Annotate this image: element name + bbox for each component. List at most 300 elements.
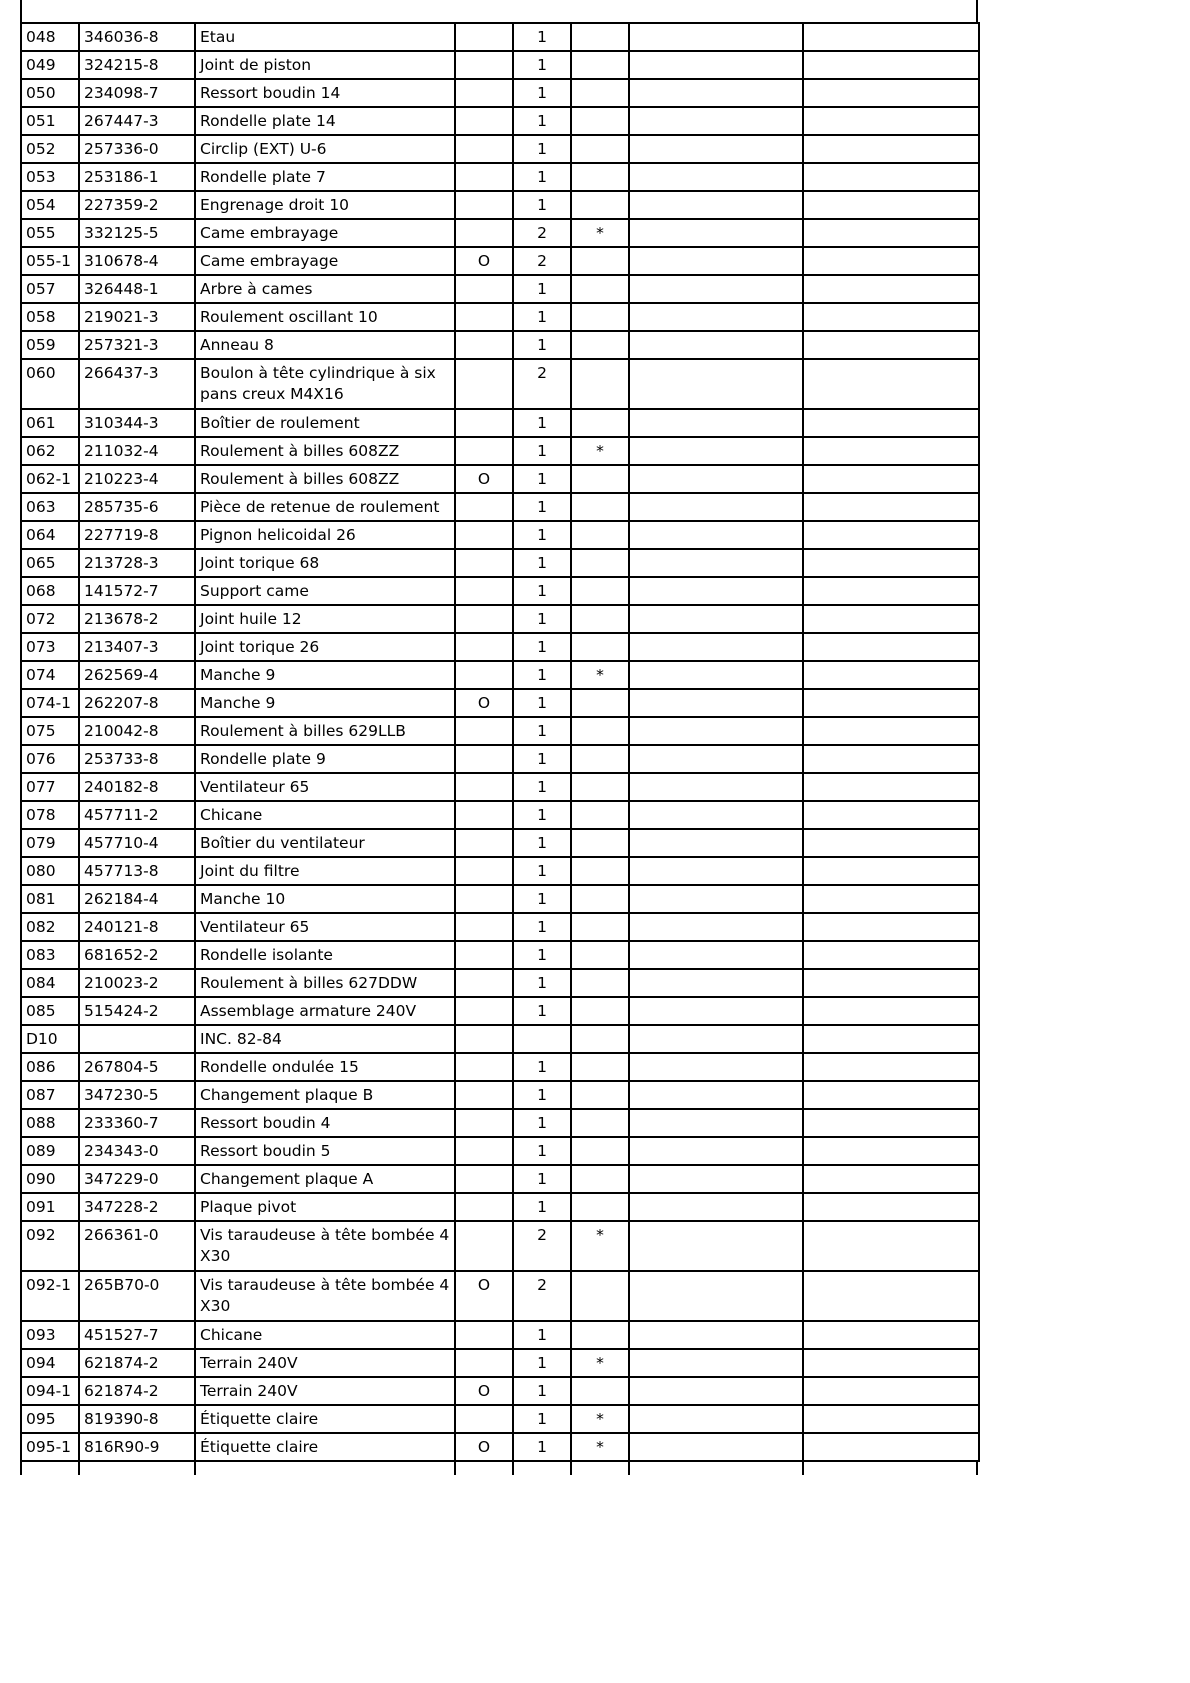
table-row — [21, 1053, 979, 1081]
cell-quantity: 1 — [513, 885, 571, 913]
cell-remark — [803, 661, 979, 689]
cell-part-number: 819390-8 — [79, 1405, 195, 1433]
cell-description: Joint torique 68 — [195, 549, 455, 577]
cell-description: Roulement à billes 627DDW — [195, 969, 455, 997]
cell-option — [455, 773, 513, 801]
cell-item-number: 063 — [21, 493, 79, 521]
cell-quantity: 1 — [513, 745, 571, 773]
cell-description: Anneau 8 — [195, 331, 455, 359]
cell-option — [455, 437, 513, 465]
cell-mark — [571, 1321, 629, 1349]
cell-quantity: 1 — [513, 661, 571, 689]
cell-item-number: 090 — [21, 1165, 79, 1193]
cell-item-number: 050 — [21, 79, 79, 107]
cell-part-number: 253186-1 — [79, 163, 195, 191]
cell-remark — [803, 359, 979, 409]
cell-option — [455, 1081, 513, 1109]
cell-description: Engrenage droit 10 — [195, 191, 455, 219]
cell-quantity: 2 — [513, 1271, 571, 1321]
cell-description: Joint torique 26 — [195, 633, 455, 661]
cell-option — [455, 605, 513, 633]
cell-option — [455, 1321, 513, 1349]
cell-option — [455, 885, 513, 913]
cell-option — [455, 219, 513, 247]
table-row — [21, 605, 979, 633]
cell-remark — [803, 1271, 979, 1321]
cell-remark — [803, 577, 979, 605]
cell-quantity: 1 — [513, 191, 571, 219]
cell-part-number: 267447-3 — [79, 107, 195, 135]
column-divider — [454, 1461, 456, 1475]
cell-note — [629, 1025, 803, 1053]
cell-part-number: 457713-8 — [79, 857, 195, 885]
table-row — [21, 493, 979, 521]
table-row — [21, 275, 979, 303]
cell-mark — [571, 1053, 629, 1081]
cell-quantity: 1 — [513, 1405, 571, 1433]
cell-remark — [803, 331, 979, 359]
table-row — [21, 521, 979, 549]
cell-note — [629, 23, 803, 51]
cell-description: INC. 82-84 — [195, 1025, 455, 1053]
cell-note — [629, 801, 803, 829]
cell-mark — [571, 801, 629, 829]
table-row — [21, 941, 979, 969]
cell-remark — [803, 303, 979, 331]
cell-item-number: 065 — [21, 549, 79, 577]
cell-part-number: 621874-2 — [79, 1377, 195, 1405]
cell-quantity: 1 — [513, 1349, 571, 1377]
table-row — [21, 1271, 979, 1321]
table-row — [21, 247, 979, 275]
table-row — [21, 1433, 979, 1461]
cell-item-number: 087 — [21, 1081, 79, 1109]
cell-option — [455, 409, 513, 437]
table-row — [21, 577, 979, 605]
cell-remark — [803, 1137, 979, 1165]
cell-item-number: 051 — [21, 107, 79, 135]
cell-description: Pignon helicoidal 26 — [195, 521, 455, 549]
column-divider — [570, 1461, 572, 1475]
cell-remark — [803, 493, 979, 521]
cell-item-number: 074 — [21, 661, 79, 689]
cell-quantity: 1 — [513, 493, 571, 521]
cell-description: Changement plaque A — [195, 1165, 455, 1193]
cell-description: Rondelle plate 9 — [195, 745, 455, 773]
cell-option: O — [455, 465, 513, 493]
column-divider — [20, 1461, 22, 1475]
cell-quantity: 1 — [513, 79, 571, 107]
parts-list-sheet — [20, 22, 980, 1462]
cell-remark — [803, 51, 979, 79]
cell-note — [629, 135, 803, 163]
cell-mark — [571, 493, 629, 521]
cell-quantity: 1 — [513, 941, 571, 969]
cell-mark — [571, 275, 629, 303]
table-row — [21, 1405, 979, 1433]
cell-quantity: 1 — [513, 605, 571, 633]
cell-item-number: 094-1 — [21, 1377, 79, 1405]
cell-description: Assemblage armature 240V — [195, 997, 455, 1025]
cell-remark — [803, 1221, 979, 1271]
cell-note — [629, 829, 803, 857]
cell-item-number: 055-1 — [21, 247, 79, 275]
cell-option — [455, 745, 513, 773]
cell-quantity: 1 — [513, 717, 571, 745]
cell-quantity: 2 — [513, 247, 571, 275]
cell-note — [629, 661, 803, 689]
column-divider — [194, 1461, 196, 1475]
cell-item-number: 078 — [21, 801, 79, 829]
cell-remark — [803, 1081, 979, 1109]
cell-remark — [803, 437, 979, 465]
cell-part-number: 210023-2 — [79, 969, 195, 997]
cell-item-number: 074-1 — [21, 689, 79, 717]
cell-description: Ressort boudin 4 — [195, 1109, 455, 1137]
cell-mark — [571, 23, 629, 51]
cell-item-number: 079 — [21, 829, 79, 857]
cell-quantity: 1 — [513, 1433, 571, 1461]
cell-option: O — [455, 1377, 513, 1405]
cell-mark: * — [571, 1405, 629, 1433]
table-row — [21, 359, 979, 409]
cell-item-number: 061 — [21, 409, 79, 437]
cell-mark — [571, 1137, 629, 1165]
cell-note — [629, 359, 803, 409]
cell-mark — [571, 1025, 629, 1053]
cell-description: Roulement à billes 608ZZ — [195, 465, 455, 493]
cell-note — [629, 913, 803, 941]
cell-note — [629, 745, 803, 773]
cell-note — [629, 1271, 803, 1321]
table-row — [21, 191, 979, 219]
cell-part-number: 324215-8 — [79, 51, 195, 79]
cell-option: O — [455, 1271, 513, 1321]
cell-option — [455, 79, 513, 107]
cell-part-number: 621874-2 — [79, 1349, 195, 1377]
cell-part-number: 266437-3 — [79, 359, 195, 409]
cell-mark — [571, 79, 629, 107]
cell-option — [455, 1165, 513, 1193]
cell-quantity: 1 — [513, 577, 571, 605]
column-divider — [628, 1461, 630, 1475]
cell-note — [629, 437, 803, 465]
cell-quantity: 1 — [513, 689, 571, 717]
table-row — [21, 773, 979, 801]
cell-option — [455, 857, 513, 885]
cell-note — [629, 773, 803, 801]
cell-mark — [571, 1377, 629, 1405]
cell-option — [455, 1349, 513, 1377]
cell-part-number: 213678-2 — [79, 605, 195, 633]
cell-option — [455, 1405, 513, 1433]
cell-quantity — [513, 1025, 571, 1053]
cell-quantity: 1 — [513, 163, 571, 191]
cell-option — [455, 717, 513, 745]
table-row — [21, 163, 979, 191]
cell-part-number: 310678-4 — [79, 247, 195, 275]
cell-note — [629, 1433, 803, 1461]
cell-mark — [571, 829, 629, 857]
cell-part-number: 253733-8 — [79, 745, 195, 773]
cell-description: Support came — [195, 577, 455, 605]
cell-part-number: 262569-4 — [79, 661, 195, 689]
table-row — [21, 857, 979, 885]
cell-item-number: 073 — [21, 633, 79, 661]
cell-remark — [803, 465, 979, 493]
cell-note — [629, 465, 803, 493]
cell-quantity: 1 — [513, 913, 571, 941]
cell-remark — [803, 829, 979, 857]
cell-item-number: 058 — [21, 303, 79, 331]
cell-mark — [571, 409, 629, 437]
cell-quantity: 1 — [513, 773, 571, 801]
cell-quantity: 1 — [513, 969, 571, 997]
cell-remark — [803, 107, 979, 135]
cell-note — [629, 689, 803, 717]
cell-quantity: 2 — [513, 1221, 571, 1271]
cell-remark — [803, 23, 979, 51]
cell-remark — [803, 633, 979, 661]
cell-description: Boulon à tête cylindrique à six pans creux M4X16 — [195, 359, 455, 409]
cell-description: Ressort boudin 14 — [195, 79, 455, 107]
cell-quantity: 1 — [513, 857, 571, 885]
cell-part-number: 326448-1 — [79, 275, 195, 303]
cell-remark — [803, 1165, 979, 1193]
cell-option — [455, 801, 513, 829]
cell-description: Terrain 240V — [195, 1377, 455, 1405]
cell-remark — [803, 247, 979, 275]
table-row — [21, 661, 979, 689]
cell-note — [629, 941, 803, 969]
cell-quantity: 1 — [513, 1053, 571, 1081]
cell-option — [455, 549, 513, 577]
cell-description: Roulement à billes 608ZZ — [195, 437, 455, 465]
cell-option — [455, 913, 513, 941]
cell-item-number: 095-1 — [21, 1433, 79, 1461]
cell-mark — [571, 549, 629, 577]
cell-remark — [803, 1053, 979, 1081]
table-row — [21, 1321, 979, 1349]
cell-remark — [803, 997, 979, 1025]
cell-part-number: 240121-8 — [79, 913, 195, 941]
cell-mark — [571, 1271, 629, 1321]
cell-note — [629, 51, 803, 79]
cell-description: Arbre à cames — [195, 275, 455, 303]
cell-part-number: 233360-7 — [79, 1109, 195, 1137]
cell-mark — [571, 107, 629, 135]
cell-note — [629, 577, 803, 605]
cell-part-number: 219021-3 — [79, 303, 195, 331]
cell-quantity: 1 — [513, 997, 571, 1025]
cell-remark — [803, 1349, 979, 1377]
cell-option — [455, 107, 513, 135]
cell-mark — [571, 717, 629, 745]
table-row — [21, 549, 979, 577]
cell-item-number: 055 — [21, 219, 79, 247]
cell-description: Manche 9 — [195, 689, 455, 717]
cell-note — [629, 1193, 803, 1221]
cell-item-number: 076 — [21, 745, 79, 773]
cell-part-number: 234098-7 — [79, 79, 195, 107]
cell-remark — [803, 275, 979, 303]
table-top-continuation — [20, 0, 978, 22]
cell-mark — [571, 1193, 629, 1221]
cell-description: Rondelle ondulée 15 — [195, 1053, 455, 1081]
table-row — [21, 135, 979, 163]
cell-part-number: 210223-4 — [79, 465, 195, 493]
cell-quantity: 1 — [513, 521, 571, 549]
cell-mark — [571, 605, 629, 633]
cell-remark — [803, 1321, 979, 1349]
cell-option — [455, 135, 513, 163]
cell-item-number: 053 — [21, 163, 79, 191]
cell-item-number: 060 — [21, 359, 79, 409]
cell-description: Vis taraudeuse à tête bombée 4X30 — [195, 1221, 455, 1271]
cell-quantity: 1 — [513, 107, 571, 135]
cell-item-number: 095 — [21, 1405, 79, 1433]
cell-part-number — [79, 1025, 195, 1053]
cell-mark — [571, 1165, 629, 1193]
cell-description: Boîtier du ventilateur — [195, 829, 455, 857]
cell-mark — [571, 135, 629, 163]
cell-item-number: 092-1 — [21, 1271, 79, 1321]
cell-remark — [803, 219, 979, 247]
table-row — [21, 1165, 979, 1193]
cell-part-number: 141572-7 — [79, 577, 195, 605]
cell-description: Pièce de retenue de roulement — [195, 493, 455, 521]
cell-note — [629, 1165, 803, 1193]
cell-note — [629, 549, 803, 577]
cell-note — [629, 163, 803, 191]
cell-quantity: 1 — [513, 465, 571, 493]
cell-mark — [571, 885, 629, 913]
table-row — [21, 437, 979, 465]
cell-option — [455, 661, 513, 689]
parts-table — [20, 22, 980, 1462]
cell-part-number: 332125-5 — [79, 219, 195, 247]
cell-option — [455, 1193, 513, 1221]
cell-remark — [803, 745, 979, 773]
cell-mark — [571, 997, 629, 1025]
cell-note — [629, 219, 803, 247]
cell-note — [629, 605, 803, 633]
cell-description: Boîtier de roulement — [195, 409, 455, 437]
cell-remark — [803, 1109, 979, 1137]
cell-option: O — [455, 689, 513, 717]
cell-option — [455, 633, 513, 661]
cell-note — [629, 1221, 803, 1271]
cell-description: Roulement à billes 629LLB — [195, 717, 455, 745]
cell-remark — [803, 885, 979, 913]
cell-mark — [571, 857, 629, 885]
cell-option — [455, 275, 513, 303]
cell-mark — [571, 521, 629, 549]
cell-option — [455, 331, 513, 359]
cell-part-number: 310344-3 — [79, 409, 195, 437]
cell-mark — [571, 1081, 629, 1109]
cell-item-number: 085 — [21, 997, 79, 1025]
cell-description: Étiquette claire — [195, 1405, 455, 1433]
cell-remark — [803, 857, 979, 885]
cell-mark — [571, 1109, 629, 1137]
cell-remark — [803, 191, 979, 219]
cell-mark: * — [571, 1433, 629, 1461]
cell-item-number: 084 — [21, 969, 79, 997]
cell-note — [629, 717, 803, 745]
cell-quantity: 1 — [513, 549, 571, 577]
cell-item-number: 081 — [21, 885, 79, 913]
cell-note — [629, 247, 803, 275]
table-row — [21, 1193, 979, 1221]
cell-remark — [803, 409, 979, 437]
cell-description: Rondelle isolante — [195, 941, 455, 969]
cell-note — [629, 1137, 803, 1165]
cell-note — [629, 1081, 803, 1109]
cell-description: Changement plaque B — [195, 1081, 455, 1109]
cell-part-number: 515424-2 — [79, 997, 195, 1025]
cell-description: Manche 9 — [195, 661, 455, 689]
cell-remark — [803, 717, 979, 745]
cell-quantity: 1 — [513, 23, 571, 51]
cell-option — [455, 829, 513, 857]
cell-quantity: 1 — [513, 801, 571, 829]
cell-quantity: 1 — [513, 437, 571, 465]
cell-mark — [571, 577, 629, 605]
table-row — [21, 51, 979, 79]
cell-description: Chicane — [195, 801, 455, 829]
cell-option — [455, 493, 513, 521]
cell-mark — [571, 303, 629, 331]
cell-remark — [803, 163, 979, 191]
cell-mark — [571, 969, 629, 997]
cell-option — [455, 997, 513, 1025]
cell-part-number: 285735-6 — [79, 493, 195, 521]
cell-item-number: 077 — [21, 773, 79, 801]
table-row — [21, 717, 979, 745]
cell-remark — [803, 773, 979, 801]
cell-part-number: 227719-8 — [79, 521, 195, 549]
cell-mark: * — [571, 661, 629, 689]
cell-item-number: 093 — [21, 1321, 79, 1349]
cell-item-number: 086 — [21, 1053, 79, 1081]
table-row — [21, 745, 979, 773]
cell-remark — [803, 1025, 979, 1053]
cell-description: Rondelle plate 14 — [195, 107, 455, 135]
cell-remark — [803, 135, 979, 163]
cell-option — [455, 521, 513, 549]
cell-description: Came embrayage — [195, 247, 455, 275]
cell-part-number: 257321-3 — [79, 331, 195, 359]
table-row — [21, 465, 979, 493]
cell-note — [629, 1109, 803, 1137]
cell-note — [629, 1321, 803, 1349]
cell-part-number: 266361-0 — [79, 1221, 195, 1271]
table-row — [21, 1349, 979, 1377]
cell-remark — [803, 605, 979, 633]
cell-description: Joint du filtre — [195, 857, 455, 885]
cell-note — [629, 885, 803, 913]
cell-quantity: 1 — [513, 1165, 571, 1193]
cell-part-number: 210042-8 — [79, 717, 195, 745]
cell-description: Terrain 240V — [195, 1349, 455, 1377]
cell-remark — [803, 1193, 979, 1221]
cell-mark: * — [571, 437, 629, 465]
cell-quantity: 1 — [513, 1081, 571, 1109]
cell-mark — [571, 247, 629, 275]
table-row — [21, 969, 979, 997]
cell-part-number: 213728-3 — [79, 549, 195, 577]
